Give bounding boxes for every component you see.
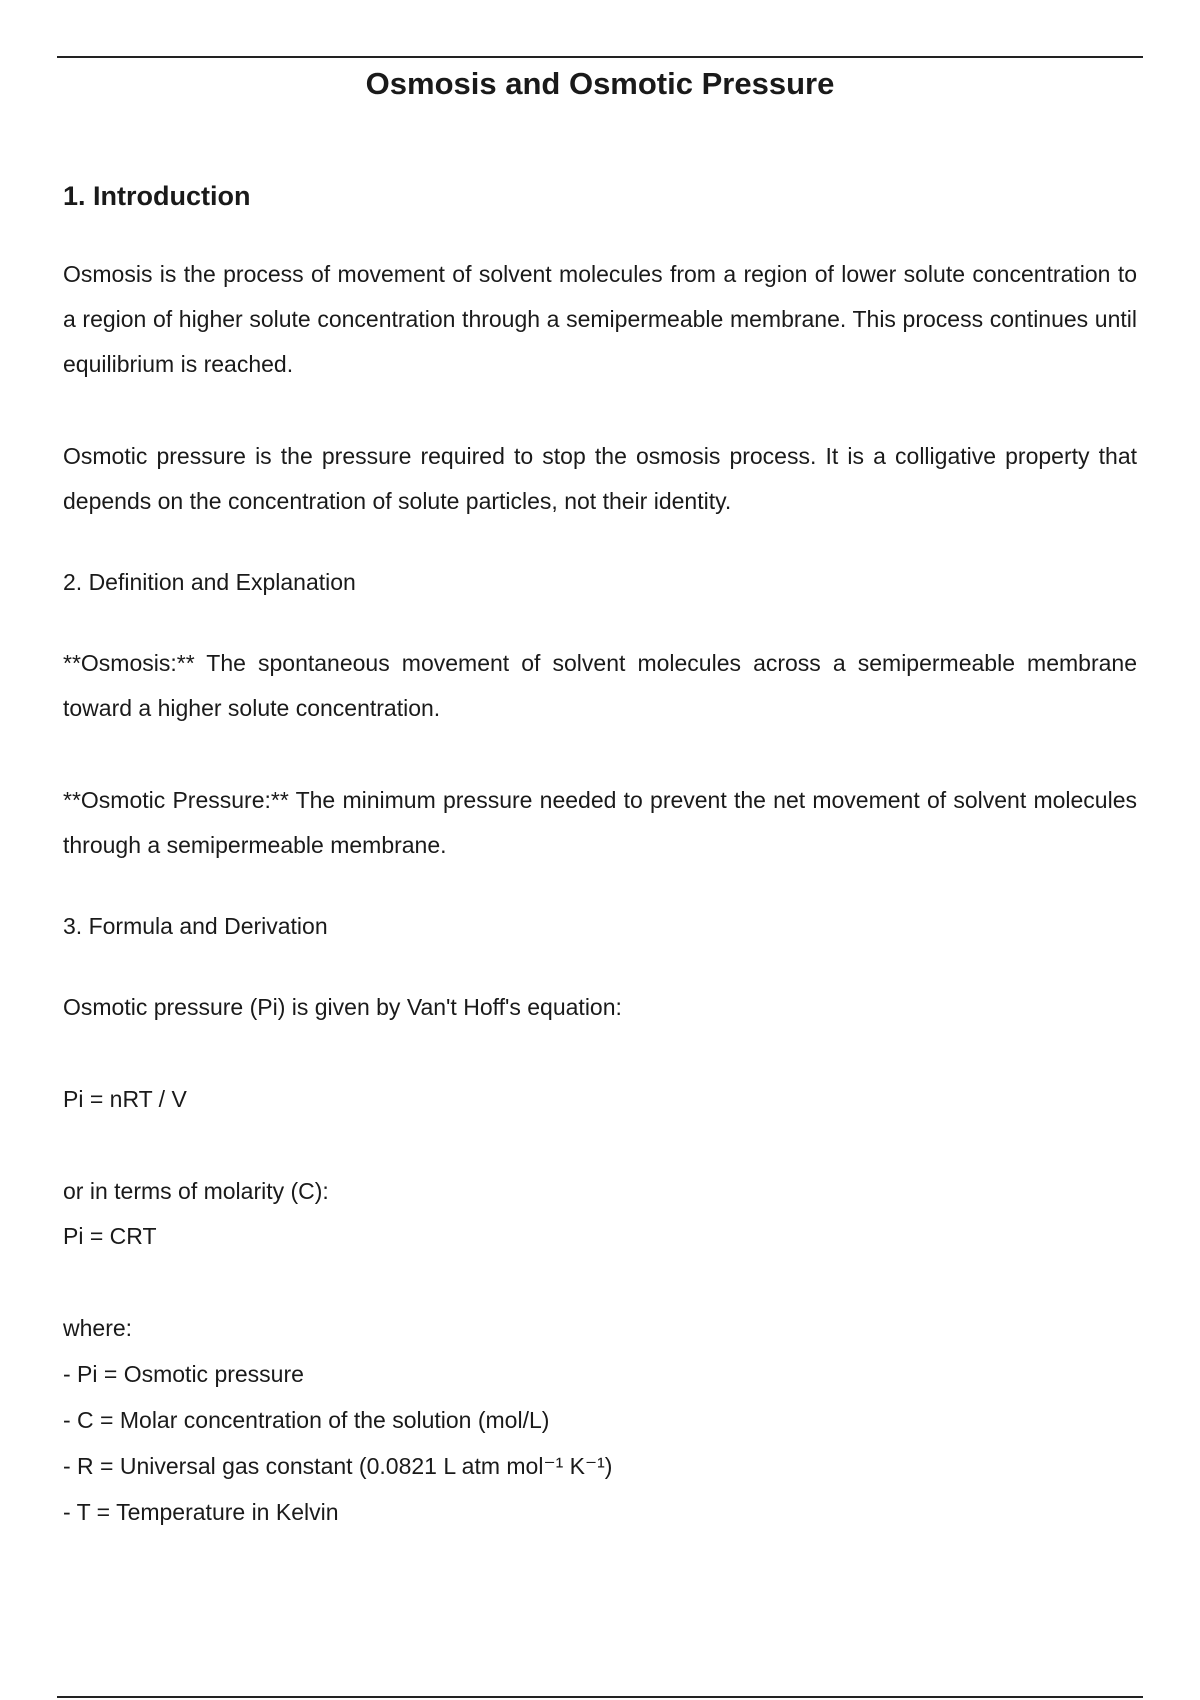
formula-intro: Osmotic pressure (Pi) is given by Van't Hoff's equation: <box>63 994 622 1020</box>
bottom-rule <box>57 1696 1143 1698</box>
intro-paragraph: Osmosis is the process of movement of solvent molecules from a region of lower solute concentration to a region of higher solute concentration through a semipermeable membrane. This process continues until equilibrium is reached. <box>63 261 1137 377</box>
top-rule <box>57 56 1143 58</box>
equation-nrt-v: Pi = nRT / V <box>63 1086 187 1112</box>
document-body <box>63 178 1137 1535</box>
equation-crt: Pi = CRT <box>63 1223 157 1249</box>
list-item: - C = Molar concentration of the solution (mol/L) <box>63 1407 550 1433</box>
section-heading-formula: 3. Formula and Derivation <box>63 913 328 939</box>
molarity-intro: or in terms of molarity (C): <box>63 1178 329 1204</box>
where-label: where: <box>63 1315 133 1341</box>
intro-paragraph: Osmotic pressure is the pressure required to stop the osmosis process. It is a colligative property that depends on the concentration of solute particles, not their identity. <box>63 443 1137 514</box>
section-heading-introduction: 1. Introduction <box>63 181 251 211</box>
page-title: Osmosis and Osmotic Pressure <box>365 66 835 101</box>
list-item: - R = Universal gas constant (0.0821 L atm mol⁻¹ K⁻¹) <box>63 1453 613 1479</box>
variable-definitions-list <box>63 1351 1137 1535</box>
definition-osmotic-pressure: **Osmotic Pressure:** The minimum pressure needed to prevent the net movement of solvent molecules through a semipermeable membrane. <box>63 787 1137 858</box>
section-heading-definition: 2. Definition and Explanation <box>63 569 356 595</box>
list-item: - Pi = Osmotic pressure <box>63 1361 304 1387</box>
definition-osmosis: **Osmosis:** The spontaneous movement of solvent molecules across a semipermeable membrane toward a higher solute concentration. <box>63 650 1137 721</box>
list-item: - T = Temperature in Kelvin <box>63 1499 339 1525</box>
